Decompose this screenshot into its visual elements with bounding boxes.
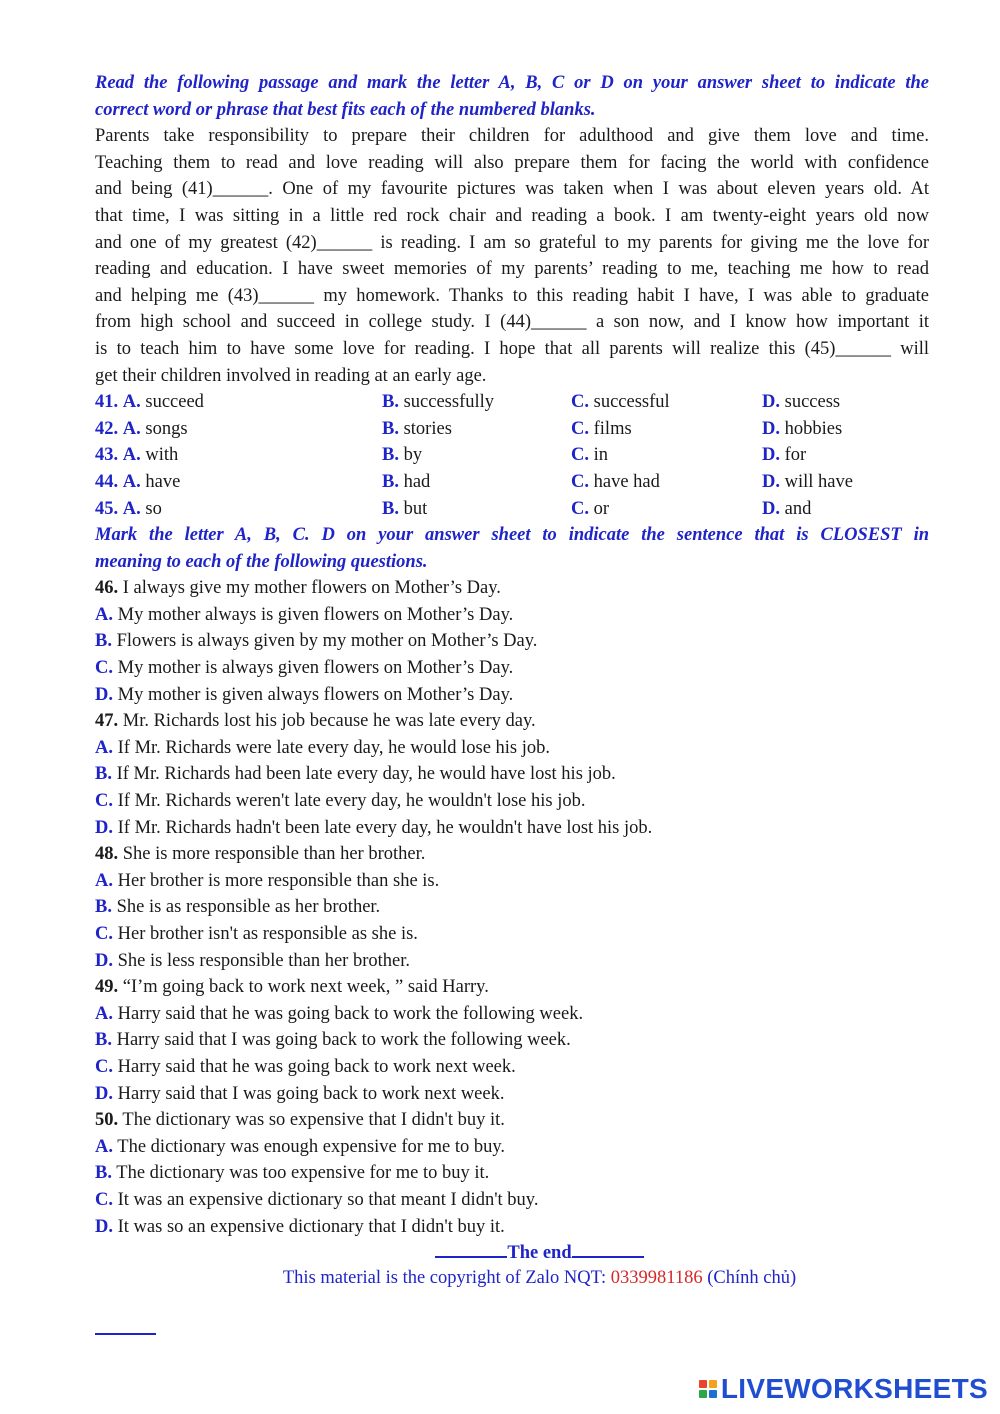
option-letter: A. bbox=[95, 1003, 113, 1024]
option-letter: D. bbox=[95, 1083, 113, 1104]
option-text: or bbox=[593, 498, 610, 519]
passage-line: Parents take responsibility to prepare their children for adulthood and give them love and time. bbox=[95, 126, 929, 147]
option-letter: C. bbox=[571, 471, 589, 492]
option-b[interactable] bbox=[95, 1160, 929, 1187]
copyright-suffix: (Chính chủ) bbox=[702, 1267, 797, 1288]
option-c[interactable] bbox=[95, 655, 929, 682]
option-a[interactable] bbox=[95, 442, 382, 469]
option-letter: B. bbox=[382, 498, 399, 519]
question-number: 43. bbox=[95, 445, 119, 466]
option-d[interactable] bbox=[762, 469, 929, 496]
option-letter: B. bbox=[95, 764, 112, 785]
option-b[interactable] bbox=[382, 416, 571, 443]
option-letter: A. bbox=[122, 392, 141, 413]
option-text: but bbox=[403, 498, 428, 519]
option-c[interactable] bbox=[571, 442, 762, 469]
option-letter: A. bbox=[122, 418, 141, 439]
question-stem-47 bbox=[95, 708, 929, 735]
option-c[interactable] bbox=[95, 1054, 929, 1081]
logo-square bbox=[709, 1390, 717, 1398]
option-letter: C. bbox=[95, 658, 113, 679]
option-a[interactable] bbox=[95, 469, 382, 496]
option-text: She is less responsible than her brother. bbox=[117, 950, 410, 971]
end-left-rule bbox=[435, 1242, 507, 1258]
option-text: with bbox=[145, 445, 179, 466]
question-number: 47. bbox=[95, 711, 119, 732]
section2-instruction bbox=[95, 522, 929, 575]
option-text: The dictionary was too expensive for me to buy it. bbox=[116, 1163, 490, 1184]
option-text: stories bbox=[403, 418, 452, 439]
option-text: If Mr. Richards hadn't been late every day, he wouldn't have lost his job. bbox=[117, 817, 653, 838]
option-letter: D. bbox=[95, 684, 113, 705]
option-text: Her brother is more responsible than she is. bbox=[117, 870, 440, 891]
passage-line: from high school and succeed in college study. I (44)______ a son now, and I know how important it bbox=[95, 312, 929, 333]
option-letter: B. bbox=[382, 418, 399, 439]
option-a[interactable] bbox=[95, 1001, 929, 1028]
worksheet-page bbox=[95, 70, 929, 1289]
option-letter: D. bbox=[95, 950, 113, 971]
option-letter: A. bbox=[95, 604, 113, 625]
question-text: The dictionary was so expensive that I didn't buy it. bbox=[122, 1110, 505, 1131]
option-letter: C. bbox=[95, 1056, 113, 1077]
option-letter: D. bbox=[762, 392, 780, 413]
option-letter: C. bbox=[571, 445, 589, 466]
logo-square bbox=[709, 1380, 717, 1388]
option-letter: A. bbox=[122, 471, 141, 492]
option-letter: D. bbox=[762, 418, 780, 439]
option-text: had bbox=[403, 471, 431, 492]
option-a[interactable] bbox=[95, 868, 929, 895]
passage-line: and being (41)______. One of my favourite pictures was taken when I was about eleven years old. At bbox=[95, 179, 929, 200]
question-stem-50 bbox=[95, 1107, 929, 1134]
option-text: Flowers is always given by my mother on Mother’s Day. bbox=[116, 631, 538, 652]
option-letter: B. bbox=[95, 1030, 112, 1051]
option-letter: C. bbox=[95, 924, 113, 944]
option-letter: A. bbox=[95, 737, 113, 758]
option-c[interactable] bbox=[571, 469, 762, 496]
question-stem-48 bbox=[95, 841, 929, 868]
option-a[interactable] bbox=[95, 389, 382, 416]
option-text: Her brother isn't as responsible as she is. bbox=[117, 924, 418, 944]
option-text: succeed bbox=[145, 392, 204, 413]
option-letter: B. bbox=[382, 392, 399, 413]
passage-line: Teaching them to read and love reading will also prepare them for facing the world with confidence bbox=[95, 152, 929, 173]
cloze-questions bbox=[95, 389, 929, 522]
logo-square bbox=[699, 1390, 707, 1398]
option-d[interactable] bbox=[762, 416, 929, 443]
option-d[interactable] bbox=[95, 815, 929, 842]
question-row-45 bbox=[95, 496, 929, 523]
option-c[interactable] bbox=[571, 416, 762, 443]
option-b[interactable] bbox=[382, 442, 571, 469]
option-letter: A. bbox=[122, 445, 141, 466]
question-row-42 bbox=[95, 416, 929, 443]
passage-line: and one of my greatest (42)______ is reading. I am so grateful to my parents for giving me the love for bbox=[95, 232, 929, 253]
option-text: It was an expensive dictionary so that meant I didn't buy. bbox=[117, 1189, 539, 1210]
option-b[interactable] bbox=[95, 761, 929, 788]
option-text: My mother is given always flowers on Mother’s Day. bbox=[117, 684, 514, 705]
logo-square bbox=[699, 1380, 707, 1388]
option-letter: D. bbox=[762, 471, 780, 492]
question-row-44 bbox=[95, 469, 929, 496]
option-text: The dictionary was enough expensive for me to buy. bbox=[117, 1136, 506, 1157]
option-letter: A. bbox=[95, 1136, 113, 1157]
option-letter: D. bbox=[762, 445, 780, 466]
section1-instruction bbox=[95, 70, 929, 123]
option-text: If Mr. Richards had been late every day, he would have lost his job. bbox=[116, 764, 616, 785]
question-text: “I’m going back to work next week, ” said Harry. bbox=[122, 977, 489, 998]
passage-line: reading and education. I have sweet memories of my parents’ reading to me, teaching me how to read bbox=[95, 259, 929, 280]
option-text: have had bbox=[593, 471, 660, 492]
end-right-rule bbox=[572, 1242, 644, 1258]
passage-line: get their children involved in reading at an early age. bbox=[95, 365, 487, 386]
question-row-43 bbox=[95, 442, 929, 469]
option-b[interactable] bbox=[95, 894, 929, 921]
option-text: have bbox=[145, 471, 181, 492]
passage-line: that time, I was sitting in a little red rock chair and reading a book. I am twenty-eight years old now bbox=[95, 205, 929, 226]
option-text: hobbies bbox=[784, 418, 843, 439]
option-letter: D. bbox=[95, 1216, 113, 1237]
option-letter: B. bbox=[382, 471, 399, 492]
option-letter: A. bbox=[95, 870, 113, 891]
passage-line: is to teach him to have some love for reading. I hope that all parents will realize this (45)______ will bbox=[95, 338, 929, 359]
copyright-prefix: This material is the copyright of Zalo NQT: bbox=[282, 1267, 611, 1288]
option-text: films bbox=[593, 418, 632, 439]
option-text: success bbox=[784, 392, 841, 413]
option-b[interactable] bbox=[382, 389, 571, 416]
liveworksheets-brand[interactable] bbox=[699, 1373, 988, 1405]
option-letter: D. bbox=[95, 817, 113, 838]
question-stem-46 bbox=[95, 575, 929, 602]
question-stem-49 bbox=[95, 974, 929, 1001]
option-letter: A. bbox=[122, 498, 141, 519]
option-text: It was so an expensive dictionary that I didn't buy it. bbox=[117, 1216, 505, 1237]
option-text: My mother is always given flowers on Mother’s Day. bbox=[117, 658, 514, 679]
question-number: 44. bbox=[95, 471, 119, 492]
question-number: 46. bbox=[95, 578, 119, 599]
option-letter: C. bbox=[571, 392, 589, 413]
option-c[interactable] bbox=[571, 389, 762, 416]
option-text: successfully bbox=[403, 392, 495, 413]
passage-line: and helping me (43)______ my homework. Thanks to this reading habit I have, I was able to graduate bbox=[95, 285, 929, 306]
option-letter: B. bbox=[382, 445, 399, 466]
option-letter: C. bbox=[95, 791, 113, 812]
option-letter: B. bbox=[95, 897, 112, 918]
option-a[interactable] bbox=[95, 416, 382, 443]
option-text: for bbox=[784, 445, 807, 466]
copyright-phone: 0339981186 bbox=[610, 1267, 703, 1288]
option-text: If Mr. Richards were late every day, he would lose his job. bbox=[117, 737, 551, 758]
option-text: Harry said that I was going back to work next week. bbox=[117, 1083, 505, 1104]
option-d[interactable] bbox=[95, 1081, 929, 1108]
option-d[interactable] bbox=[95, 948, 929, 975]
instruction-line: correct word or phrase that best fits each of the numbered blanks. bbox=[95, 99, 596, 120]
option-text: Harry said that he was going back to work next week. bbox=[117, 1056, 516, 1077]
question-number: 42. bbox=[95, 418, 119, 439]
option-letter: D. bbox=[762, 498, 780, 519]
brand-wordmark: LIVEWORKSHEETS bbox=[720, 1373, 988, 1404]
option-text: and bbox=[784, 498, 812, 519]
option-d[interactable] bbox=[762, 442, 929, 469]
option-d[interactable] bbox=[95, 1214, 929, 1241]
instruction-line: meaning to each of the following questions. bbox=[95, 551, 428, 572]
question-number: 41. bbox=[95, 392, 119, 413]
option-b[interactable] bbox=[95, 1027, 929, 1054]
option-a[interactable] bbox=[95, 735, 929, 762]
option-letter: B. bbox=[95, 631, 112, 652]
option-c[interactable] bbox=[95, 788, 929, 815]
option-text: My mother always is given flowers on Mother’s Day. bbox=[117, 604, 514, 625]
end-text: The end bbox=[507, 1243, 572, 1264]
question-text: Mr. Richards lost his job because he was late every day. bbox=[122, 711, 536, 732]
question-number: 49. bbox=[95, 977, 119, 998]
footnote-rule bbox=[95, 1333, 156, 1335]
option-text: If Mr. Richards weren't late every day, he wouldn't lose his job. bbox=[117, 791, 586, 812]
question-number: 45. bbox=[95, 498, 119, 519]
option-b[interactable] bbox=[382, 469, 571, 496]
option-text: so bbox=[145, 498, 162, 519]
option-d[interactable] bbox=[762, 496, 929, 523]
option-b[interactable] bbox=[382, 496, 571, 523]
option-text: Harry said that he was going back to work the following week. bbox=[117, 1003, 584, 1024]
option-c[interactable] bbox=[95, 921, 929, 948]
option-letter: B. bbox=[95, 1163, 112, 1184]
option-a[interactable] bbox=[95, 496, 382, 523]
option-a[interactable] bbox=[95, 1134, 929, 1161]
instruction-line: Read the following passage and mark the letter A, B, C or D on your answer sheet to indicate the bbox=[95, 73, 929, 93]
question-text: She is more responsible than her brother. bbox=[122, 844, 426, 865]
option-text: She is as responsible as her brother. bbox=[116, 897, 381, 918]
option-c[interactable] bbox=[95, 1187, 929, 1214]
liveworksheets-logo-icon bbox=[699, 1380, 717, 1398]
question-text: I always give my mother flowers on Mother’s Day. bbox=[122, 578, 501, 599]
option-d[interactable] bbox=[95, 682, 929, 709]
option-c[interactable] bbox=[571, 496, 762, 523]
option-a[interactable] bbox=[95, 602, 929, 629]
option-text: songs bbox=[145, 418, 188, 439]
option-d[interactable] bbox=[762, 389, 929, 416]
option-text: Harry said that I was going back to work the following week. bbox=[116, 1030, 571, 1051]
end-marker bbox=[150, 1240, 929, 1267]
option-text: will have bbox=[784, 471, 853, 492]
copyright-line bbox=[150, 1267, 929, 1289]
option-text: by bbox=[403, 445, 423, 466]
question-row-41 bbox=[95, 389, 929, 416]
instruction-line: Mark the letter A, B, C. D on your answer sheet to indicate the sentence that is CLOSEST in bbox=[95, 525, 929, 546]
option-letter: C. bbox=[571, 498, 589, 519]
option-letter: C. bbox=[571, 418, 589, 439]
option-text: in bbox=[593, 445, 609, 466]
option-letter: C. bbox=[95, 1189, 113, 1210]
question-number: 48. bbox=[95, 844, 119, 865]
closest-meaning-questions bbox=[95, 575, 929, 1240]
option-text: successful bbox=[593, 392, 670, 413]
reading-passage bbox=[95, 123, 929, 389]
question-number: 50. bbox=[95, 1110, 119, 1131]
option-b[interactable] bbox=[95, 628, 929, 655]
